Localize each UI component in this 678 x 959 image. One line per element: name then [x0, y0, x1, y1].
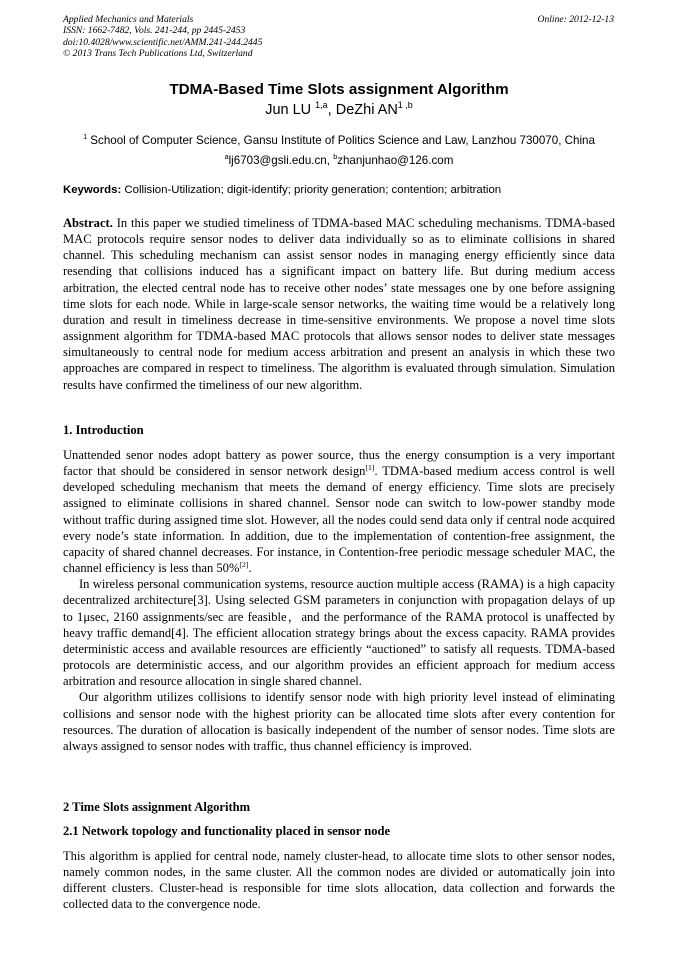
- author-2-sup: 1 ,b: [397, 100, 413, 111]
- intro-paragraph-2: In wireless personal communication systems, resource auction multiple access (RAMA) is a high capacity decentralized architecture[3]. Using selected GSM parameters in conjunction with propagation delays of up to 1μsec, 2160 assignments/sec are feasible，and the performance of the RAMA protocol is unaffected by heavy traffic demand[4]. The efficient allocation strategy brings about the excess capacity. RAMA provides deterministic access and available resources are efficiently “auctioned” to satisfy all requests. TDMA-based protocols are deterministic access, and our algorithm provides an efficient approach for medium access arbitration and resource allocation in single shared channel.: [63, 577, 615, 689]
- intro-p1-text-c: .: [248, 561, 252, 576]
- email-a: lj6703@gsli.edu.cn,: [228, 154, 334, 167]
- author-2: DeZhi AN: [335, 102, 398, 118]
- affiliation-text: School of Computer Science, Gansu Institute of Politics Science and Law, Lanzhou 730070, China: [90, 134, 595, 147]
- abstract-label: Abstract.: [63, 216, 113, 230]
- author-separator: ,: [327, 102, 336, 118]
- online-date: Online: 2012-12-13: [537, 14, 614, 25]
- journal-name: Applied Mechanics and Materials: [63, 14, 194, 25]
- paper-title: TDMA-Based Time Slots assignment Algorithm: [169, 81, 509, 98]
- email-line: [0, 154, 678, 167]
- intro-paragraph-1: [63, 447, 615, 576]
- journal-header: [63, 14, 262, 60]
- abstract: [63, 215, 615, 393]
- section-2-body: [63, 848, 615, 913]
- issn-line: ISSN: 1662-7482, Vols. 241-244, pp 2445-2453: [63, 25, 246, 37]
- doi-line: doi:10.4028/www.scientific.net/AMM.241-244.2445: [63, 36, 263, 48]
- keywords-text: Collision-Utilization; digit-identify; priority generation; contention; arbitration: [121, 184, 502, 196]
- citation-1: [1]: [365, 462, 375, 472]
- author-line: [0, 102, 678, 118]
- section-2-heading: 2 Time Slots assignment Algorithm: [63, 800, 251, 814]
- email-a-sup: a: [224, 152, 229, 162]
- keywords: [63, 184, 615, 196]
- keywords-label: Keywords:: [63, 184, 122, 196]
- author-1-sup: 1,a: [315, 100, 328, 111]
- intro-p1-text-a: Unattended senor nodes adopt battery as power source, thus the energy consumption is a very important factor that should be considered in sensor network design: [63, 448, 615, 479]
- email-b: zhanjunhao@126.com: [337, 154, 454, 167]
- introduction-body: [63, 447, 615, 754]
- copyright-line: © 2013 Trans Tech Publications Ltd, Switzerland: [63, 48, 253, 60]
- section-2-1-heading: 2.1 Network topology and functionality placed in sensor node: [63, 824, 391, 838]
- affiliation: [63, 134, 615, 147]
- section-1-heading: 1. Introduction: [63, 423, 144, 437]
- affiliation-sup: 1: [83, 132, 88, 142]
- abstract-text: In this paper we studied timeliness of TDMA-based MAC scheduling mechanisms. TDMA-based MAC protocols require sensor nodes to deliver data individually so as to eliminate collisions in shared channel. This scheduling mechanism can assist sensor nodes in managing energy efficiently since data resending that collisions induced has a significant impact on battery life. But during medium access arbitration, the elected central node has to receive other nodes’ state messages one by one before assigning time slots for each node. While in large-scale sensor networks, the waiting time would be a relatively long duration and result in timeliness decrease in time-sensitive environments. We propose a novel time slots assignment algorithm for TDMA-based MAC protocols that allows sensor nodes to deliver state messages simultaneously to central node for medium access arbitration and present an analysis in which these two approaches are compared in respect to timeliness. The algorithm is evaluated through simulation. Simulation results have confirmed the timeliness of our new algorithm.: [63, 216, 615, 392]
- citation-2: [2]: [239, 559, 249, 569]
- author-1: Jun LU: [265, 102, 312, 118]
- intro-paragraph-3: Our algorithm utilizes collisions to identify sensor node with high priority level instead of eliminating collisions and sensor node with the highest priority can be allocated time slots after every contention for resources. The duration of allocation is basically independent of the number of sensor nodes. Time slots are always assigned to sensor nodes with traffic, thus channel efficiency is improved.: [63, 690, 615, 753]
- section-2-paragraph-1: This algorithm is applied for central node, namely cluster-head, to allocate time slots to other sensor nodes, namely common nodes, in the same cluster. All the common nodes are divided or automatically join into different clusters. Cluster-head is responsible for time slots allocation, data collection and forwards the collected data to the convergence node.: [63, 849, 615, 912]
- intro-p1-text-b: . TDMA-based medium access control is well developed scheduling mechanism that meets the demand of energy efficiency. Time slots are precisely assigned to eliminate collisions in shared channel. Sensor node can switch to low-power standby mode without traffic during assigned time slot. However, all the nodes could send data only if central node acquired every node’s state information. In addition, due to the implementation of contention-free assignment, the capacity of shared channel decreases. For instance, in Contention-free periodic message scheduler MAC, the channel efficiency is less than 50%: [63, 464, 616, 576]
- email-b-sup: b: [333, 152, 338, 162]
